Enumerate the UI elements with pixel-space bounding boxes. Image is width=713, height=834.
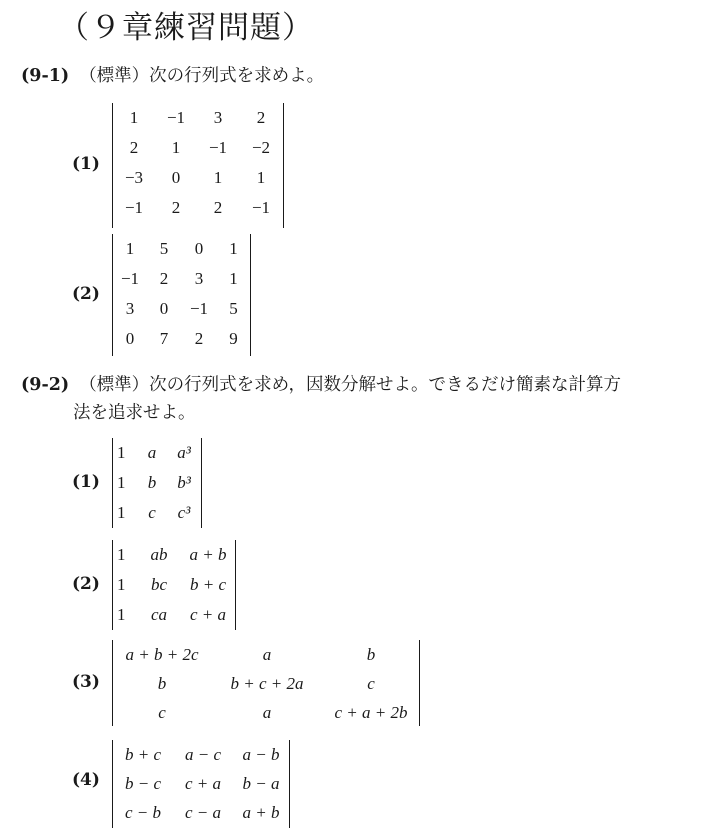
matrix-cell: 1	[125, 239, 135, 258]
matrix-cell: 9	[229, 329, 238, 348]
matrix-cell: a³	[177, 443, 191, 462]
matrix-cell: c	[148, 503, 156, 522]
item-label: (3)	[72, 672, 100, 692]
matrix-cell: ab	[150, 545, 168, 564]
matrix-cell: −1	[208, 138, 228, 157]
matrix-cell: c	[158, 702, 166, 722]
item-label: (1)	[72, 472, 100, 492]
matrix-cell: a − c	[184, 744, 222, 764]
item-label: (2)	[72, 574, 100, 594]
matrix-cell: b³	[177, 473, 191, 492]
matrix-cell: 5	[159, 239, 169, 258]
matrix-cell: 0	[159, 299, 169, 318]
problem-text: （標準）次の行列式を求め，因数分解せよ。できるだけ簡素な計算方	[79, 375, 621, 395]
matrix-cell: 3	[125, 299, 135, 318]
matrix-cell: 0	[194, 239, 204, 258]
matrix-cell: −1	[251, 198, 271, 217]
matrix-cell: b − c	[124, 773, 162, 793]
matrix-cell: 2	[171, 198, 181, 217]
matrix-cell: 3	[194, 269, 204, 288]
matrix-cell: c³	[177, 503, 191, 522]
matrix-cell: −1	[189, 299, 209, 318]
matrix-cell: 1	[117, 443, 126, 462]
matrix-determinant	[112, 103, 284, 228]
matrix-cell: 1	[117, 503, 126, 522]
problem-9-1-statement	[21, 62, 324, 90]
matrix-cell: 1	[171, 138, 181, 157]
matrix-cell: a + b	[189, 545, 227, 564]
problem-number: (9-2)	[21, 375, 70, 395]
matrix-cell: 1	[117, 545, 126, 564]
matrix-cell: 1	[117, 575, 126, 594]
matrix-cell: a	[147, 443, 157, 462]
matrix-cell: a	[262, 702, 272, 722]
matrix-cell: 5	[229, 299, 238, 318]
problem-text: （標準）次の行列式を求めよ。	[79, 66, 325, 86]
matrix-cell: 1	[229, 269, 238, 288]
matrix-cell: b	[157, 673, 167, 693]
matrix-cell: b + c + 2a	[230, 673, 304, 693]
matrix-cell: a + b	[242, 802, 280, 822]
matrix-cell: 2	[256, 108, 266, 127]
item-label: (4)	[72, 770, 100, 790]
matrix-cell: 3	[213, 108, 223, 127]
matrix-cell: b	[147, 473, 157, 492]
matrix-cell: 1	[117, 605, 126, 624]
matrix-cell: b − a	[242, 773, 280, 793]
matrix-cell: ca	[150, 605, 168, 624]
matrix-determinant	[112, 234, 251, 356]
matrix-cell: 2	[159, 269, 169, 288]
matrix-determinant	[112, 438, 202, 528]
item-label: (1)	[72, 154, 100, 174]
matrix-cell: 1	[117, 473, 126, 492]
matrix-cell: c	[367, 673, 375, 693]
matrix-cell: b	[366, 644, 376, 664]
problem-9-2-statement	[21, 371, 621, 399]
matrix-cell: 1	[213, 168, 223, 187]
item-label: (2)	[72, 284, 100, 304]
matrix-cell: −3	[124, 168, 144, 187]
matrix-cell: 1	[129, 108, 139, 127]
matrix-cell: b + c	[189, 575, 227, 594]
problem-text-continued: 法を追求せよ。	[73, 403, 196, 423]
matrix-determinant	[112, 740, 290, 828]
matrix-cell: a	[262, 644, 272, 664]
matrix-cell: a − b	[242, 744, 280, 764]
matrix-cell: −2	[251, 138, 271, 157]
matrix-cell: bc	[150, 575, 168, 594]
problem-number: (9-1)	[21, 66, 70, 86]
matrix-cell: −1	[120, 269, 140, 288]
matrix-cell: 7	[159, 329, 169, 348]
matrix-cell: 0	[171, 168, 181, 187]
matrix-cell: 0	[125, 329, 135, 348]
matrix-cell: 2	[213, 198, 223, 217]
matrix-determinant	[112, 540, 236, 630]
matrix-cell: c − a	[184, 802, 222, 822]
matrix-cell: 1	[256, 168, 266, 187]
page-title: （９章練習問題）	[58, 10, 314, 46]
matrix-cell: −1	[166, 108, 186, 127]
matrix-cell: 2	[129, 138, 139, 157]
matrix-cell: c + a	[189, 605, 227, 624]
matrix-cell: c + a	[184, 773, 222, 793]
matrix-determinant	[112, 640, 420, 726]
matrix-cell: 2	[194, 329, 204, 348]
matrix-cell: b + c	[124, 744, 162, 764]
matrix-cell: c − b	[124, 802, 162, 822]
matrix-cell: 1	[229, 239, 238, 258]
matrix-cell: c + a + 2b	[334, 702, 408, 722]
matrix-cell: −1	[124, 198, 144, 217]
matrix-cell: a + b + 2c	[125, 644, 199, 664]
